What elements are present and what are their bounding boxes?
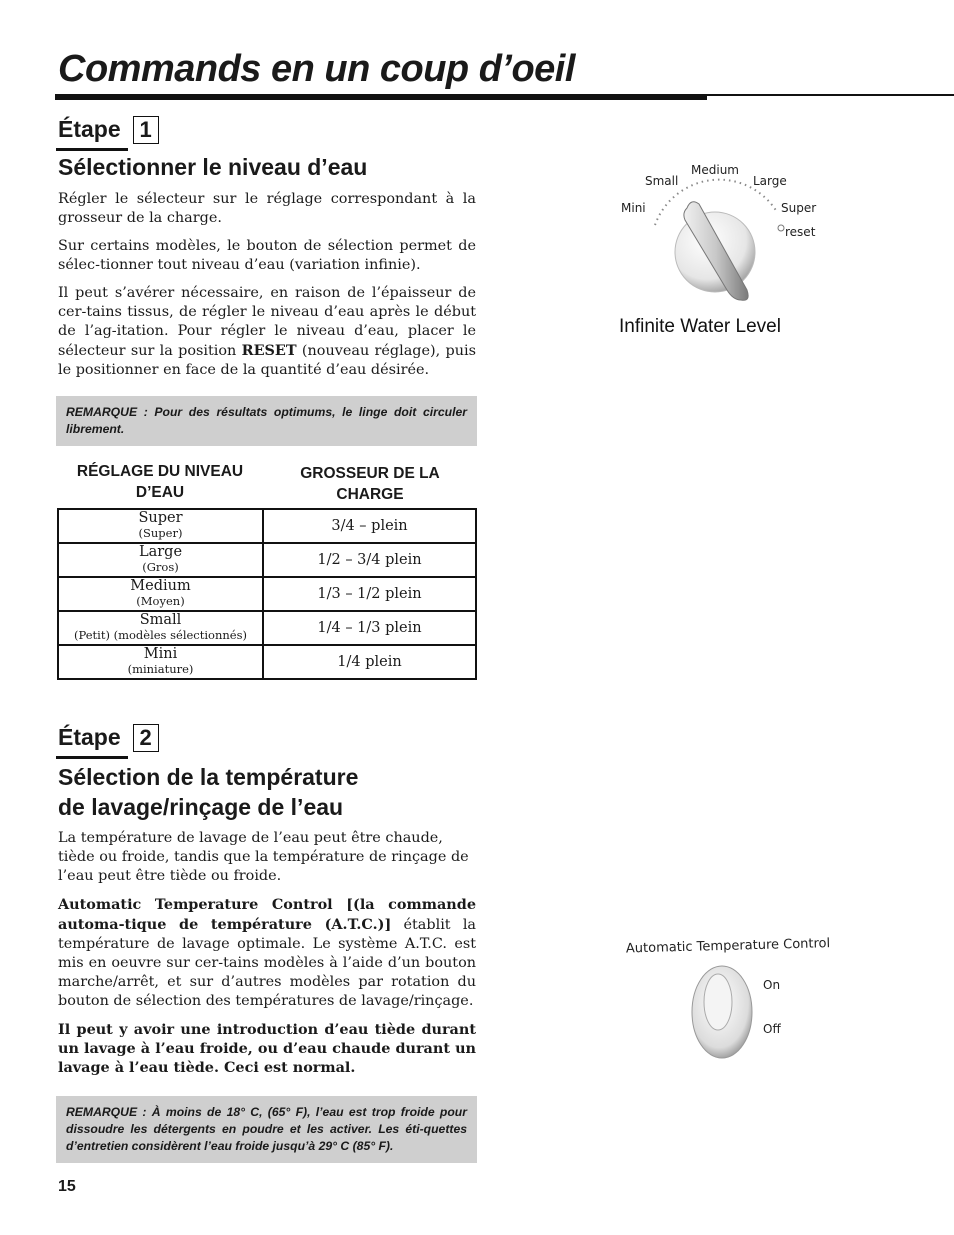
label-small: Small bbox=[645, 174, 679, 188]
table-header-load: GROSSEUR DE LA CHARGE bbox=[300, 465, 440, 503]
step1-heading: Sélectionner le niveau d’eau bbox=[58, 154, 368, 180]
step1-number: 1 bbox=[133, 116, 159, 144]
load-cell: 1/4 plein bbox=[263, 645, 476, 679]
step2-para-1: La température de lavage de l’eau peut être chaude, tiède ou froide, tandis que la température de rinçage de l’eau peut être tiède ou froide. bbox=[58, 830, 469, 884]
setting-name: Super bbox=[138, 510, 183, 526]
water-level-table bbox=[57, 508, 477, 680]
table-row bbox=[58, 611, 476, 645]
atc-off-label: Off bbox=[763, 1022, 781, 1036]
step2-underline bbox=[56, 756, 128, 759]
setting-cell bbox=[58, 509, 263, 543]
step1-para-3 bbox=[58, 284, 476, 380]
label-reset: reset bbox=[785, 225, 816, 239]
water-dial-caption: Infinite Water Level bbox=[619, 316, 781, 337]
load-cell: 1/4 – 1/3 plein bbox=[263, 611, 476, 645]
setting-name: Small bbox=[139, 612, 182, 628]
setting-cell bbox=[58, 543, 263, 577]
page-number: 15 bbox=[58, 1178, 76, 1195]
step1-para-3b: (nouveau réglage), puis le positionner en face de la quantité d’eau désirée. bbox=[58, 343, 476, 378]
step2-header bbox=[58, 724, 159, 752]
load-cell: 3/4 – plein bbox=[263, 509, 476, 543]
load-cell: 1/2 – 3/4 plein bbox=[263, 543, 476, 577]
label-large: Large bbox=[753, 174, 787, 188]
title-rule-thin bbox=[705, 94, 954, 96]
atc-on-label: On bbox=[763, 978, 781, 992]
step1-para-2: Sur certains modèles, le bouton de sélection permet de sélec-tionner tout niveau d’eau (variation infinie). bbox=[58, 238, 476, 273]
setting-sub: (Super) bbox=[138, 526, 183, 540]
setting-cell bbox=[58, 611, 263, 645]
step1-header bbox=[58, 116, 159, 144]
reset-keyword: RESET bbox=[241, 342, 297, 359]
label-super: Super bbox=[781, 201, 817, 215]
step1-underline bbox=[56, 148, 128, 151]
table-row bbox=[58, 509, 476, 543]
step2-text bbox=[58, 829, 476, 1086]
setting-sub: (Moyen) bbox=[136, 594, 185, 608]
step1-etape-label: Étape bbox=[58, 116, 121, 142]
table-header-setting: RÉGLAGE DU NIVEAU D’EAU bbox=[76, 463, 244, 501]
label-medium: Medium bbox=[691, 163, 739, 177]
table-row bbox=[58, 645, 476, 679]
step1-text bbox=[58, 190, 476, 389]
setting-sub: (Gros) bbox=[142, 560, 179, 574]
setting-name: Mini bbox=[143, 646, 178, 662]
water-level-dial bbox=[605, 150, 845, 350]
setting-sub: (miniature) bbox=[127, 662, 194, 676]
step2-heading-line2: de lavage/rinçage de l’eau bbox=[58, 794, 344, 820]
step1-note: REMARQUE : Pour des résultats optimums, le linge doit circuler librement. bbox=[56, 396, 477, 446]
atc-switch bbox=[620, 930, 840, 1070]
setting-name: Large bbox=[138, 544, 183, 560]
reset-indicator bbox=[778, 225, 784, 231]
step2-note: REMARQUE : À moins de 18° C, (65° F), l’eau est trop froide pour dissoudre les détergents en poudre et les activer. Les éti-quettes d’entretien considèrent l’eau froide jusqu’à 29° C (85° F). bbox=[56, 1096, 477, 1163]
page-title: Commands en un coup d’oeil bbox=[58, 48, 575, 90]
setting-name: Medium bbox=[130, 578, 191, 594]
title-rule bbox=[55, 94, 707, 100]
step2-para-3: Il peut y avoir une introduction d’eau tiède durant un lavage à l’eau froide, ou d’eau chaude durant un lavage à l’eau tiède. Ceci est normal. bbox=[58, 1021, 476, 1076]
step1-para-3a: Il peut s’avérer nécessaire, en raison de l’épaisseur de cer-tains tissus, de régler le niveau d’eau après le début de l’ag-itation. Pour régler le niveau d’eau, placer le sélecteur sur la position bbox=[58, 285, 476, 359]
table-row bbox=[58, 577, 476, 611]
setting-sub: (Petit) (modèles sélectionnés) bbox=[74, 628, 247, 642]
setting-cell bbox=[58, 577, 263, 611]
atc-bold-text: Automatic Temperature Control [(la commande automa-tique de température (A.T.C.)] bbox=[58, 896, 476, 933]
step2-heading-line1: Sélection de la température bbox=[58, 764, 359, 790]
step2-heading bbox=[58, 762, 358, 822]
load-cell: 1/3 – 1/2 plein bbox=[263, 577, 476, 611]
step2-para-2 bbox=[58, 895, 476, 1011]
step1-para-1: Régler le sélecteur sur le réglage correspondant à la grosseur de la charge. bbox=[58, 191, 476, 226]
atc-caption: Automatic Temperature Control bbox=[625, 936, 831, 957]
step2-etape-label: Étape bbox=[58, 724, 121, 750]
setting-cell bbox=[58, 645, 263, 679]
table-row bbox=[58, 543, 476, 577]
atc-switch-rocker bbox=[704, 974, 732, 1030]
step2-para-2-rest: établit la température de lavage optimale. Le système A.T.C. est mis en oeuvre sur cer-tains modèles à l’aide d’un bouton marche/arrêt, et sur d’autres modèles par rotation du bouton de sélection des températures de lavage/rinçage. bbox=[58, 917, 476, 1009]
label-mini: Mini bbox=[621, 201, 646, 215]
step2-number: 2 bbox=[133, 724, 159, 752]
